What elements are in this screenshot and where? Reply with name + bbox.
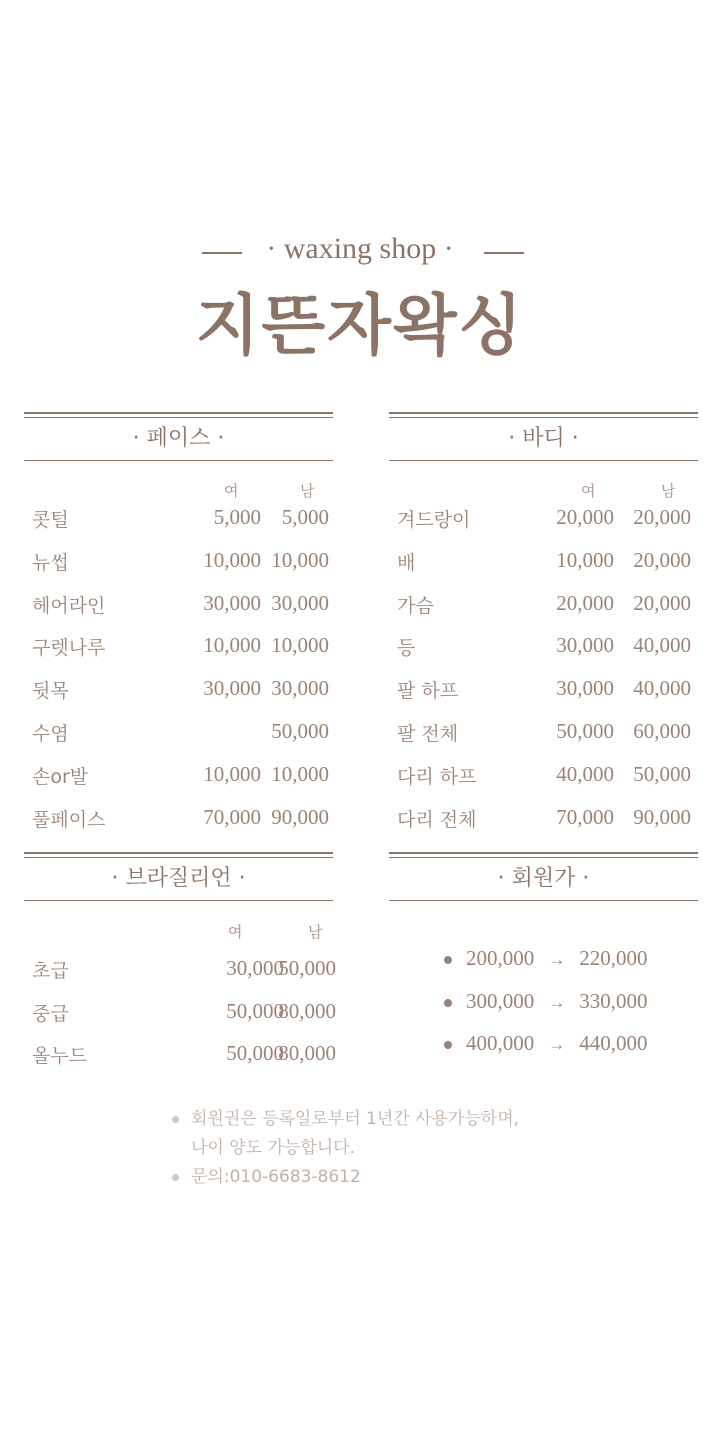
price-row <box>24 762 333 792</box>
membership-row <box>444 946 648 971</box>
price-female: 30,000 <box>556 676 614 701</box>
face-col-female: 여 <box>224 482 239 500</box>
body-col-female: 여 <box>581 482 596 500</box>
item-name: 구렛나루 <box>32 637 106 660</box>
note-line-2: 나이 양도 가능합니다. <box>191 1138 356 1158</box>
face-section <box>24 412 333 461</box>
price-row <box>24 548 333 578</box>
membership-pay: 200,000 <box>466 946 535 970</box>
price-row <box>389 633 698 663</box>
price-female: 10,000 <box>203 633 261 658</box>
item-name: 중급 <box>32 1002 69 1025</box>
price-male: 50,000 <box>278 956 336 980</box>
brazilian-col-male: 남 <box>308 923 323 941</box>
contact-phone: 문의:010-6683-8612 <box>191 1167 361 1187</box>
price-male: 40,000 <box>633 676 691 701</box>
price-male: 50,000 <box>633 761 691 786</box>
price-female: 10,000 <box>203 761 261 786</box>
price-male: 80,000 <box>278 998 336 1023</box>
price-male: 20,000 <box>633 547 691 572</box>
price-male: 50,000 <box>271 719 329 743</box>
price-row <box>389 548 698 578</box>
price-row <box>24 719 333 749</box>
face-col-male: 남 <box>300 482 315 500</box>
item-name: 가슴 <box>397 594 434 617</box>
price-row <box>389 591 698 621</box>
price-male: 80,000 <box>278 1041 336 1065</box>
item-name: 배 <box>397 551 416 574</box>
price-row <box>24 1041 344 1071</box>
body-col-male: 남 <box>661 482 676 500</box>
arrow-right-icon: → <box>548 950 566 969</box>
membership-pay: 300,000 <box>466 988 535 1013</box>
item-name: 초급 <box>32 960 69 982</box>
body-title: · 바디 · <box>508 426 579 451</box>
membership-row <box>444 1031 648 1056</box>
price-row <box>24 956 344 986</box>
note-line-1 <box>172 1104 519 1129</box>
price-female: 20,000 <box>556 505 614 529</box>
price-female: 70,000 <box>556 804 614 829</box>
price-female: 70,000 <box>203 804 261 829</box>
note-line-3 <box>172 1162 361 1187</box>
brazilian-bottom-rule <box>24 900 333 901</box>
shop-subtitle: · waxing shop · <box>266 232 454 265</box>
price-row <box>389 676 698 706</box>
shop-title: 지뜬자왁싱 <box>195 287 525 364</box>
price-female: 5,000 <box>213 505 261 529</box>
price-male: 10,000 <box>271 547 329 572</box>
brazilian-title: · 브라질리언 · <box>111 866 246 891</box>
bullet-icon <box>444 999 452 1007</box>
brazilian-section <box>24 852 333 901</box>
price-row <box>389 805 698 835</box>
membership-value: 220,000 <box>579 946 648 970</box>
arrow-right-icon: → <box>548 1035 566 1054</box>
item-name: 등 <box>397 637 416 660</box>
face-title: · 페이스 · <box>132 426 225 451</box>
price-female: 10,000 <box>556 547 614 572</box>
price-row <box>389 505 698 535</box>
price-female: 30,000 <box>556 633 614 658</box>
membership-section <box>389 852 698 901</box>
price-row <box>24 805 333 835</box>
price-female: 10,000 <box>203 547 261 572</box>
price-male: 5,000 <box>281 505 329 529</box>
price-male: 30,000 <box>271 590 329 615</box>
bullet-icon <box>172 1174 179 1181</box>
price-male: 90,000 <box>633 804 691 829</box>
membership-pay: 400,000 <box>466 1031 535 1055</box>
price-male: 30,000 <box>271 676 329 701</box>
item-name: 뉴썹 <box>32 551 69 574</box>
item-name: 다리 전체 <box>397 808 477 831</box>
body-section <box>389 412 698 461</box>
item-name: 손or발 <box>32 765 89 788</box>
item-name: 뒷목 <box>32 680 69 703</box>
price-female: 50,000 <box>226 998 284 1023</box>
item-name: 헤어라인 <box>32 594 106 617</box>
price-male: 90,000 <box>271 804 329 829</box>
price-row <box>389 762 698 792</box>
price-female: 30,000 <box>203 590 261 615</box>
face-bottom-rule <box>24 460 333 461</box>
brazilian-col-female: 여 <box>228 923 243 941</box>
membership-bottom-rule <box>389 900 698 901</box>
price-male: 60,000 <box>633 719 691 743</box>
item-name: 수염 <box>32 723 69 745</box>
membership-title: · 회원가 · <box>497 866 590 891</box>
bullet-icon <box>444 956 452 964</box>
item-name: 풀페이스 <box>32 808 106 831</box>
price-male: 20,000 <box>633 590 691 615</box>
price-row <box>24 591 333 621</box>
item-name: 팔 전체 <box>397 723 459 745</box>
price-male: 10,000 <box>271 761 329 786</box>
price-row <box>24 676 333 706</box>
price-row <box>24 633 333 663</box>
bullet-icon <box>172 1116 179 1123</box>
price-row <box>389 719 698 749</box>
price-female: 20,000 <box>556 590 614 615</box>
item-name: 콧털 <box>32 509 69 531</box>
price-female: 30,000 <box>226 956 284 980</box>
bullet-icon <box>444 1041 452 1049</box>
membership-value: 330,000 <box>579 988 648 1013</box>
price-male: 40,000 <box>633 633 691 658</box>
membership-row <box>444 989 648 1014</box>
item-name: 팔 하프 <box>397 680 459 703</box>
price-female: 30,000 <box>203 676 261 701</box>
price-male: 10,000 <box>271 633 329 658</box>
arrow-right-icon: → <box>548 992 566 1012</box>
price-row <box>24 999 344 1029</box>
body-bottom-rule <box>389 460 698 461</box>
price-female: 50,000 <box>226 1041 284 1065</box>
price-female: 40,000 <box>556 761 614 786</box>
item-name: 올누드 <box>32 1045 88 1067</box>
membership-value: 440,000 <box>579 1031 648 1055</box>
item-name: 겨드랑이 <box>397 509 471 531</box>
price-row <box>24 505 333 535</box>
note-text-1: 회원권은 등록일로부터 1년간 사용가능하며, <box>191 1109 520 1129</box>
price-female: 50,000 <box>556 719 614 743</box>
price-male: 20,000 <box>633 505 691 529</box>
item-name: 다리 하프 <box>397 765 477 788</box>
